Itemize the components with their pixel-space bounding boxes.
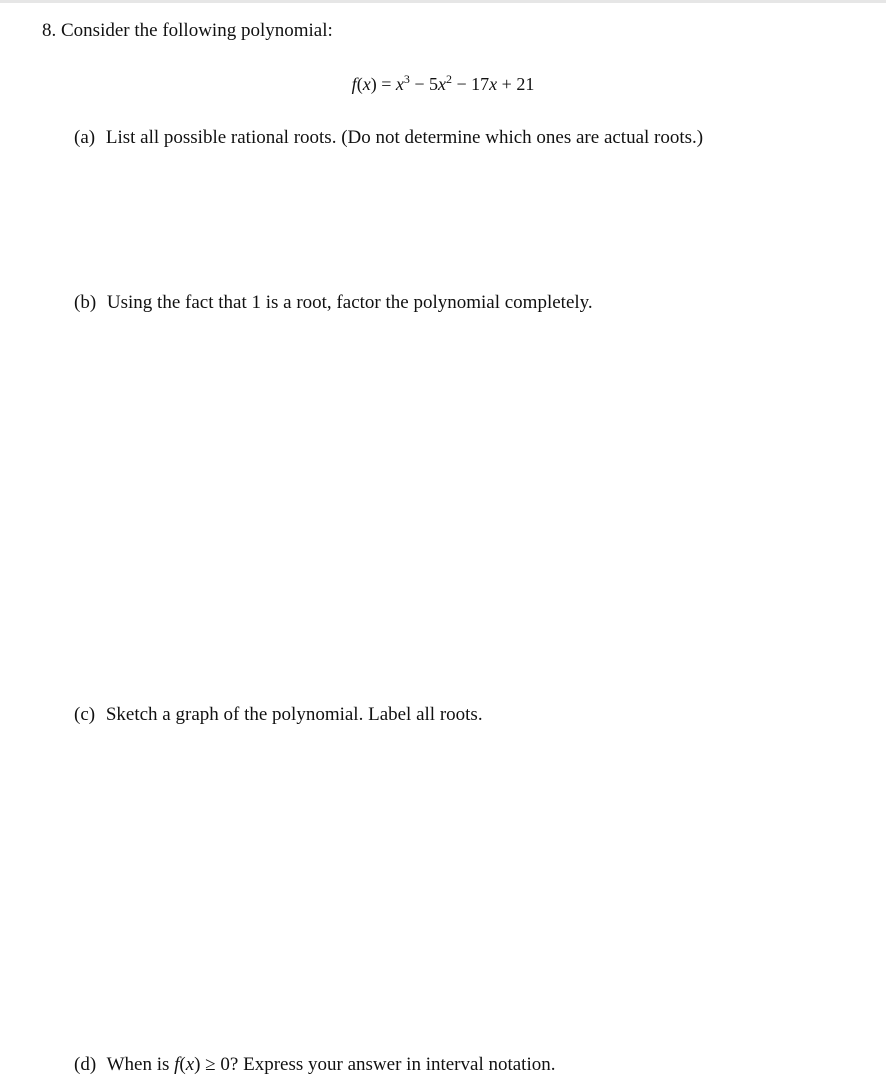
part-b xyxy=(74,291,593,315)
top-border xyxy=(0,0,886,3)
part-d-variable: x xyxy=(185,1054,195,1075)
part-d-text-after: Express your answer in interval notation. xyxy=(243,1054,556,1075)
part-d-function-name: f xyxy=(174,1054,180,1075)
part-a xyxy=(74,126,703,150)
part-b-text: Using the fact that 1 is a root, factor the polynomial completely. xyxy=(106,292,593,313)
part-c-answer-space[interactable] xyxy=(74,733,854,1046)
formula-function-name: f xyxy=(351,74,357,94)
formula-op1: − xyxy=(414,74,425,94)
part-d-relation: ≥ 0? xyxy=(205,1054,239,1075)
question-number: 8. xyxy=(42,20,57,41)
formula-term1-var: x xyxy=(395,74,404,94)
part-c xyxy=(74,703,483,727)
part-c-text: Sketch a graph of the polynomial. Label all roots. xyxy=(105,704,483,725)
question-heading xyxy=(42,19,333,43)
part-d-text-before: When is xyxy=(106,1054,170,1075)
formula-op3: + xyxy=(501,74,512,94)
formula-term1-exponent: 3 xyxy=(403,72,410,86)
polynomial-formula: $f(x) = x^3 - 5x^2 - 17x + 21$ xyxy=(351,72,535,94)
part-d-label: (d) xyxy=(74,1054,97,1075)
formula-op2: − xyxy=(456,74,467,94)
part-c-label: (c) xyxy=(74,704,96,725)
part-a-label: (a) xyxy=(74,127,96,148)
formula-term3-var: x xyxy=(489,74,498,94)
formula-variable: x xyxy=(362,74,371,94)
part-a-text: List all possible rational roots. (Do not determine which ones are actual roots.) xyxy=(105,127,704,148)
formula-term2-coef: 5 xyxy=(429,74,438,94)
part-b-label: (b) xyxy=(74,292,97,313)
formula-term2-var: x xyxy=(438,74,446,94)
formula-term2-exponent: 2 xyxy=(446,72,452,86)
formula-term3-coef: 17 xyxy=(471,74,490,94)
formula-equals: = xyxy=(381,74,392,94)
part-a-answer-space[interactable] xyxy=(74,156,854,284)
part-b-answer-space[interactable] xyxy=(74,321,854,696)
part-d: (d) When is f(x) ≥ 0? Express your answer in interval notation. xyxy=(74,1054,556,1075)
question-prompt: Consider the following polynomial: xyxy=(61,20,333,41)
formula-constant: 21 xyxy=(516,74,535,94)
